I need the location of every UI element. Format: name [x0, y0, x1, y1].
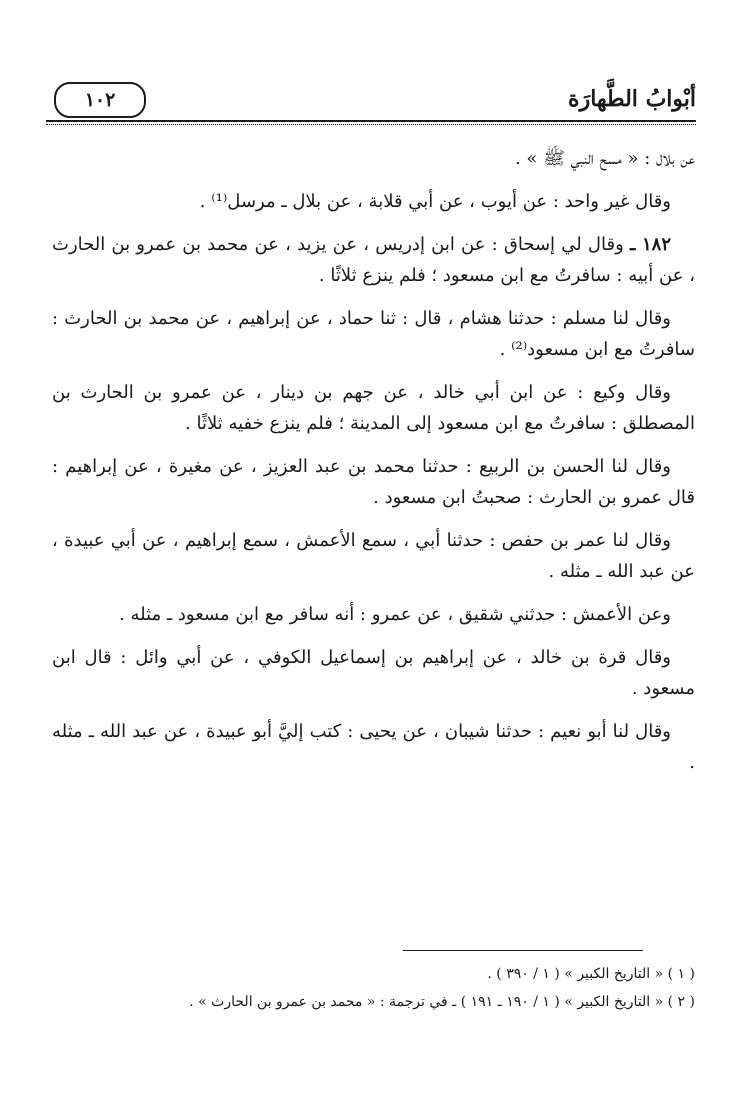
header-rule	[46, 120, 696, 122]
paragraph: وقال غير واحد : عن أيوب ، عن أبي قلابة ، عن بلال ـ مرسل⁽¹⁾ .	[199, 191, 671, 212]
paragraph: وقال قرة بن خالد ، عن إبراهيم بن إسماعيل الكوفي ، عن أبي وائل : قال ابن مسعود .	[52, 647, 695, 699]
chapter-title: أبْوابُ الطَّهارَة	[568, 86, 696, 112]
footnotes	[52, 960, 695, 1016]
header-dotted-rule	[46, 124, 696, 125]
footnote-divider	[403, 950, 643, 951]
hadith-number: ١٨٢ ـ	[629, 234, 671, 255]
paragraph-text: وقال لي إسحاق : عن ابن إدريس ، عن يزيد ، عن محمد بن عمرو بن الحارث ، عن أبيه : سافرتُ مع ابن مسعود ؛ فلم ينزع ثلاثًا .	[52, 234, 695, 286]
paragraph: عن بلال : « مسح النبي ﷺ » .	[514, 148, 695, 169]
paragraph: وقال لنا عمر بن حفص : حدثنا أبي ، سمع الأعمش ، سمع إبراهيم ، عن أبي عبيدة ، عن عبد الله ـ مثله .	[52, 530, 695, 582]
footnote: ( ١ ) « التاريخ الكبير » ( ١ / ٣٩٠ ) .	[487, 966, 695, 982]
paragraph: وقال لنا أبو نعيم : حدثنا شيبان ، عن يحيى : كتب إليَّ أبو عبيدة ، عن عبد الله ـ مثله .	[52, 721, 695, 773]
page-number-badge: ١٠٢	[54, 82, 146, 118]
paragraph: وقال وكيع : عن ابن أبي خالد ، عن جهم بن دينار ، عن عمرو بن الحارث بن المصطلق : سافرتُ مع ابن مسعود إلى المدينة ؛ فلم ينزع خفيه ثلاثًا .	[52, 382, 695, 434]
paragraph-hadith	[52, 229, 695, 291]
paragraph: وقال لنا الحسن بن الربيع : حدثنا محمد بن عبد العزيز ، عن مغيرة ، عن إبراهيم : قال عمرو بن الحارث : صحبتُ ابن مسعود .	[52, 456, 695, 508]
page-header	[46, 82, 696, 122]
footnote: ( ٢ ) « التاريخ الكبير » ( ١ / ١٩٠ ـ ١٩١ ) ـ في ترجمة : « محمد بن عمرو بن الحارث » .	[189, 994, 695, 1010]
paragraph: وعن الأعمش : حدثني شقيق ، عن عمرو : أنه سافر مع ابن مسعود ـ مثله .	[119, 604, 671, 625]
main-text	[52, 143, 695, 790]
paragraph: وقال لنا مسلم : حدثنا هشام ، قال : ثنا حماد ، عن إبراهيم ، عن محمد بن الحارث : سافرتُ مع ابن مسعود⁽²⁾ .	[52, 308, 695, 360]
